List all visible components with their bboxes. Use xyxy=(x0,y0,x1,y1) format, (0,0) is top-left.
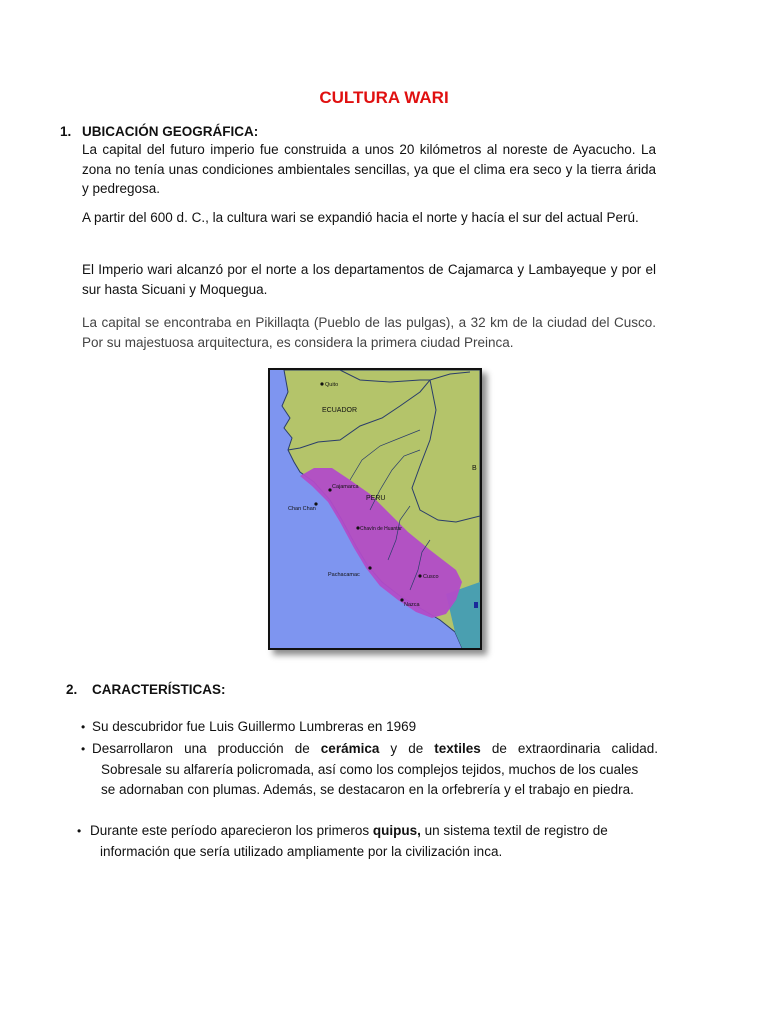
quipus-text-1: Durante este período aparecieron los primeros xyxy=(90,823,373,838)
bolivia-edge-label: B xyxy=(472,465,477,472)
list-item-quipus-line-2: información que sería utilizado ampliamente por la civilización inca. xyxy=(100,843,503,859)
list-item-production xyxy=(81,739,658,801)
bullet-icon: • xyxy=(81,742,86,756)
production-text-3: de extraordinaria calidad. xyxy=(480,741,658,756)
section-1-paragraph-1: La capital del futuro imperio fue construida a unos 20 kilómetros al noreste de Ayacucho. La zona no tenía unas condiciones ambientales sencillas, ya que el clima era seco y la tierra árida y pedregosa. xyxy=(82,142,656,196)
keyword-ceramica: cerámica xyxy=(320,741,380,756)
cajamarca-label: Cajamarca xyxy=(332,484,359,490)
keyword-textiles: textiles xyxy=(434,741,481,756)
cusco-label: Cusco xyxy=(423,574,439,580)
section-2-number: 2. xyxy=(66,682,78,697)
list-item-discoverer xyxy=(81,717,658,738)
section-1-heading: UBICACIÓN GEOGRÁFICA: xyxy=(82,124,259,139)
quipus-text-2: un sistema textil de registro de xyxy=(420,823,608,838)
cusco-dot xyxy=(418,574,421,577)
production-text-1: Desarrollaron una producción de xyxy=(92,741,321,756)
bullet-icon: • xyxy=(77,824,82,838)
production-text-2: y de xyxy=(379,741,435,756)
peru-label: PERU xyxy=(366,495,386,502)
keyword-quipus: quipus, xyxy=(372,823,421,838)
map-edge-mark xyxy=(474,602,478,608)
list-item-production-line-1 xyxy=(92,739,658,760)
ecuador-label: ECUADOR xyxy=(322,407,358,414)
document-title: CULTURA WARI xyxy=(319,88,449,107)
chan-chan-label: Chan Chan xyxy=(288,506,316,512)
section-2-heading: CARACTERÍSTICAS: xyxy=(92,682,226,697)
pachacamac-dot xyxy=(368,566,371,569)
section-1-paragraph-3: El Imperio wari alcanzó por el norte a los departamentos de Cajamarca y Lambayeque y por el sur hasta Sicuani y Moquegua. xyxy=(82,262,656,297)
section-1-paragraph-2: A partir del 600 d. C., la cultura wari se expandió hacia el norte y hacía el sur del actual Perú. xyxy=(82,210,639,225)
nazca-label: Nazca xyxy=(404,602,420,608)
peru-map-svg xyxy=(270,370,480,648)
list-item-production-line-2: Sobresale su alfarería policromada, así como los complejos tejidos, muchos de los cuales xyxy=(101,761,639,777)
quito-label: Quito xyxy=(325,382,339,388)
list-item-quipus-line-1 xyxy=(90,821,660,842)
chavin-label: Chavín de Huantar xyxy=(360,526,402,532)
quito-dot xyxy=(320,382,323,385)
bullet-icon: • xyxy=(81,720,86,734)
list-item-production-line-3: se adornaban con plumas. Además, se destacaron en la orfebrería y el trabajo en piedra. xyxy=(101,782,634,797)
list-item-discoverer-text: Su descubridor fue Luis Guillermo Lumbreras en 1969 xyxy=(92,719,417,734)
list-item-quipus xyxy=(77,821,660,862)
wari-map-image xyxy=(268,368,482,650)
section-1-number: 1. xyxy=(60,124,72,139)
section-1-paragraph-4: La capital se encontraba en Pikillaqta (Pueblo de las pulgas), a 32 km de la ciudad del Cusco. Por su majestuosa arquitectura, es considera la primera ciudad Preinca. xyxy=(82,315,656,350)
pachacamac-label: Pachacamac xyxy=(328,572,360,578)
